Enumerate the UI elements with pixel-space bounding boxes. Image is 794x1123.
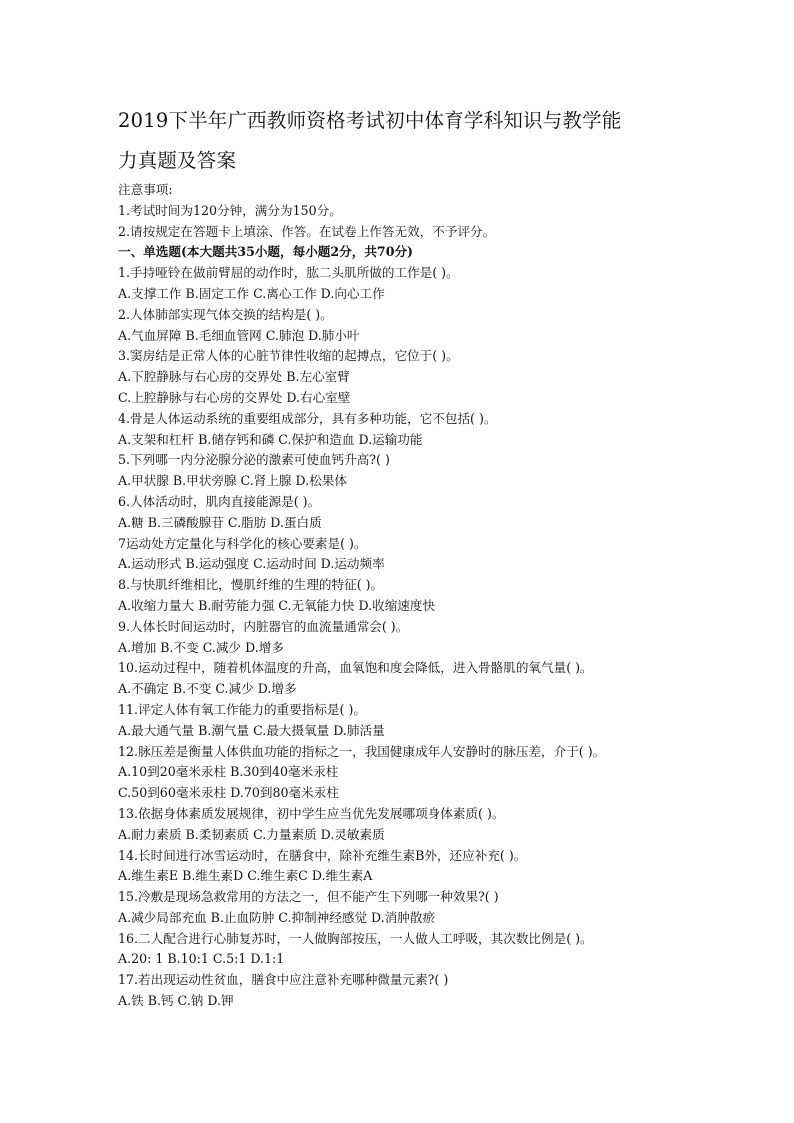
question-6: 6.人体活动时，肌肉直接能源是( )。 — [118, 493, 321, 509]
question-13-options: A.耐力素质 B.柔韧素质 C.力量素质 D.灵敏素质 — [118, 826, 385, 842]
question-7: 7运动处方定量化与科学化的核心要素是( )。 — [118, 535, 367, 551]
question-4: 4.骨是人体运动系统的重要组成部分，具有多种功能，它不包括( )。 — [118, 410, 497, 426]
question-11: 11.评定人体有氧工作能力的重要指标是( )。 — [118, 701, 366, 717]
question-12: 12.脉压差是衡量人体供血功能的指标之一，我国健康成年人安静时的脉压差，介于( )。 — [118, 743, 606, 759]
notice-heading: 注意事项: — [118, 182, 173, 197]
question-2: 2.人体肺部实现气体交换的结构是( )。 — [118, 306, 333, 322]
question-2-options: A.气血屏障 B.毛细血管网 C.肺泡 D.肺小叶 — [118, 327, 360, 343]
question-9: 9.人体长时间运动时，内脏器官的血流量通常会( )。 — [118, 618, 409, 634]
section-heading: 一、单选题(本大题共35小题，每小题2分，共70分) — [118, 244, 414, 260]
notice-item: 1.考试时间为120分钟，满分为150分。 — [118, 202, 342, 218]
document-body — [118, 180, 778, 1012]
question-5: 5.下列哪一内分泌腺分泌的激素可使血钙升高?( ) — [118, 452, 390, 468]
question-3-options: A.下腔静脉与右心房的交界处 B.左心室臂 — [118, 369, 350, 385]
question-14: 14.长时间进行冰雪运动时，在膳食中，除补充维生素B外，还应补充( )。 — [118, 847, 527, 863]
question-9-options: A.增加 B.不变 C.减少 D.增多 — [118, 639, 284, 655]
question-7-options: A.运动形式 B.运动强度 C.运动时间 D.运动频率 — [118, 556, 385, 572]
question-6-options: A.糖 B.三磷酸腺苷 C.脂肪 D.蛋白质 — [118, 514, 322, 530]
question-15-options: A.减少局部充血 B.止血防肿 C.抑制神经感觉 D.消肿散瘀 — [118, 909, 436, 925]
question-16: 16.二人配合进行心肺复苏时，一人做胸部按压，一人做人工呼吸，其次数比例是( )。 — [118, 930, 593, 946]
question-10: 10.运动过程中，随着机体温度的升高，血氧饱和度会降低，进入骨骼肌的氧气量( )。 — [118, 660, 593, 676]
question-10-options: A.不确定 B.不变 C.减少 D.增多 — [118, 681, 297, 697]
question-17: 17.若出现运动性贫血，膳食中应注意补充哪种微量元素?( ) — [118, 972, 449, 988]
question-11-options: A.最大通气量 B.潮气量 C.最大摄氧量 D.肺活量 — [118, 722, 385, 738]
question-1-options: A.支撑工作 B.固定工作 C.离心工作 D.向心工作 — [118, 285, 385, 301]
question-8-options: A.收缩力量大 B.耐劳能力强 C.无氧能力快 D.收缩速度快 — [118, 597, 436, 613]
question-4-options: A.支架和杠杆 B.储存钙和磷 C.保护和造血 D.运输功能 — [118, 431, 423, 447]
question-list — [118, 263, 778, 1012]
notice-item: 2.请按规定在答题卡上填涂、作答。在试卷上作答无效，不予评分。 — [118, 223, 496, 239]
question-5-options: A.甲状腺 B.甲状旁腺 C.肾上腺 D.松果体 — [118, 473, 347, 489]
title-line-1: 2019下半年广西教师资格考试初中体育学科知识与教学能 — [118, 109, 622, 132]
question-8: 8.与快肌纤维相比，慢肌纤维的生理的特征( )。 — [118, 577, 384, 593]
question-14-options: A.维生素E B.维生素D C.维生素C D.维生素A — [118, 868, 373, 884]
question-12-options: C.50到60毫米汞柱 D.70到80毫米汞柱 — [118, 785, 339, 801]
title-line-2: 力真题及答案 — [118, 149, 237, 172]
question-3-options: C.上腔静脉与右心房的交界处 D.右心室壁 — [118, 389, 351, 405]
question-1: 1.手持哑铃在做前臂屈的动作时，肱二头肌所做的工作是( )。 — [118, 265, 459, 281]
question-3: 3.窦房结是正常人体的心脏节律性收缩的起搏点，它位于( )。 — [118, 348, 459, 364]
question-16-options: A.20: 1 B.10:1 C.5:1 D.1:1 — [118, 951, 285, 967]
question-12-options: A.10到20毫米汞柱 B.30到40毫米汞柱 — [118, 764, 339, 780]
question-17-options: A.铁 B.钙 C.钠 D.钾 — [118, 993, 234, 1009]
question-15: 15.冷敷是现场急救常用的方法之一，但不能产生下列哪一种效果?( ) — [118, 889, 499, 905]
question-13: 13.依据身体素质发展规律，初中学生应当优先发展哪项身体素质( )。 — [118, 805, 505, 821]
document-title — [118, 101, 678, 181]
